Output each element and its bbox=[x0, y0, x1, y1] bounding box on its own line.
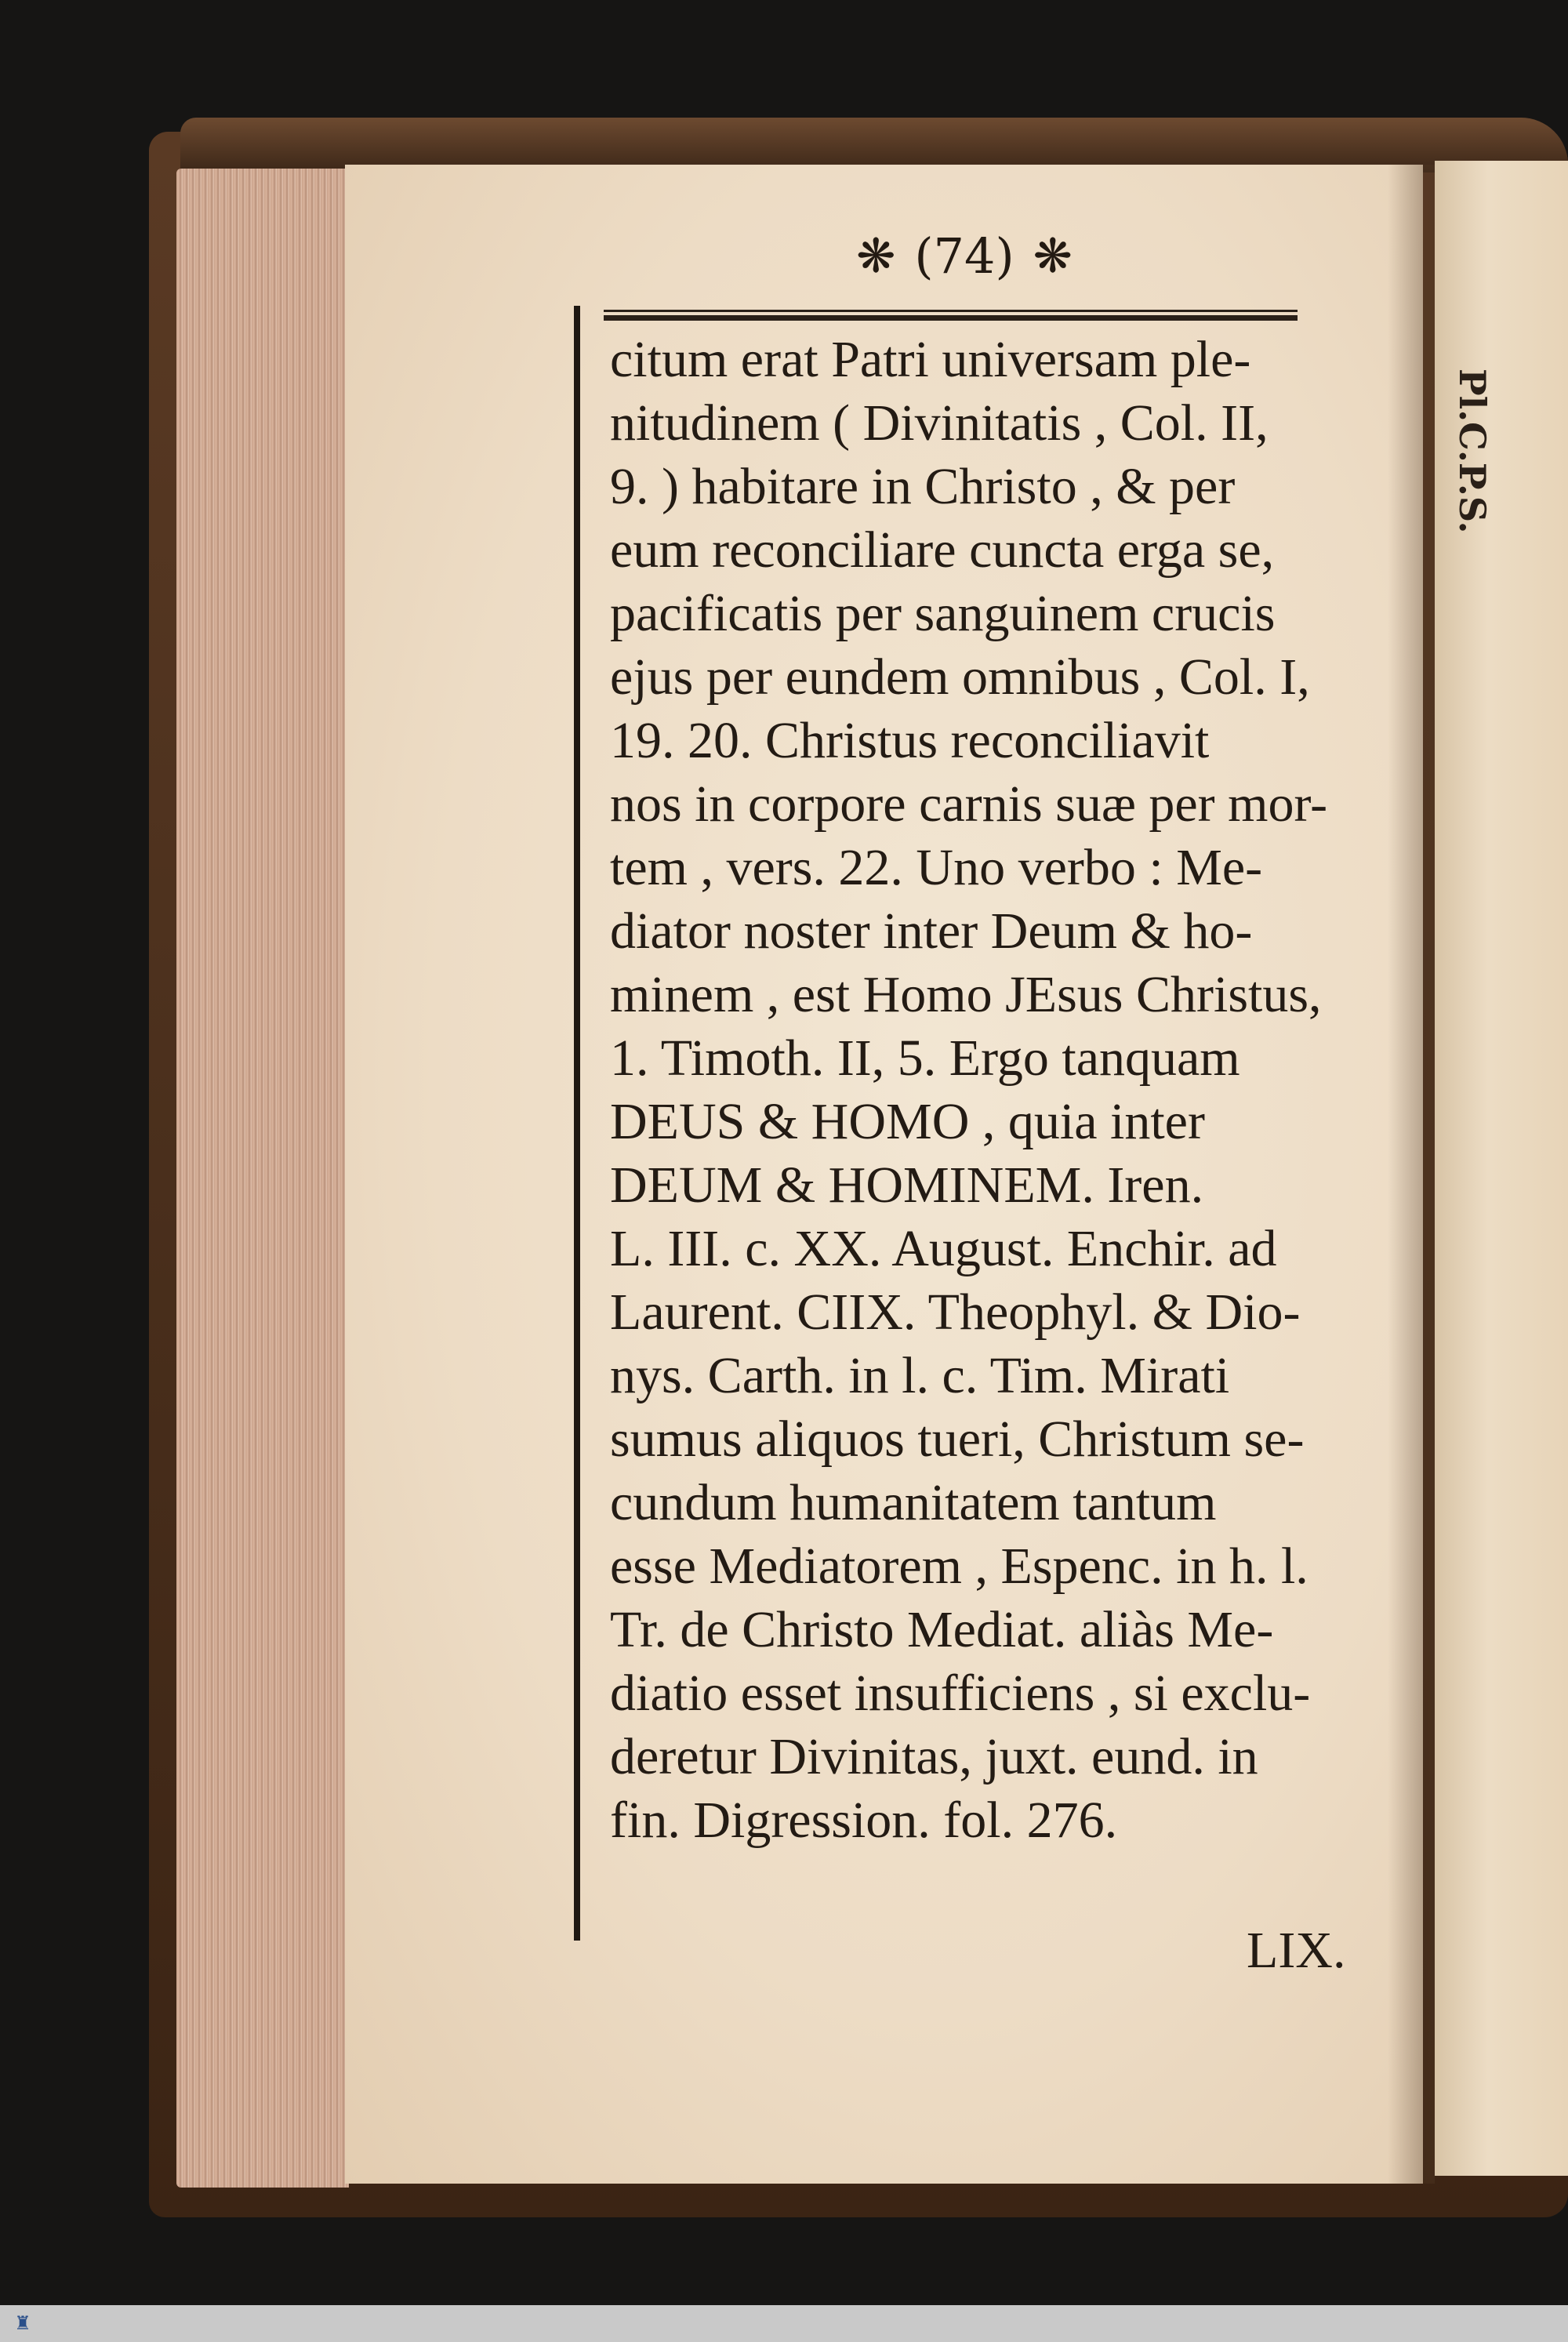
text-line: pacificatis per sanguinem crucis bbox=[610, 585, 1276, 642]
text-line: minem , est Homo JEsus Christus, bbox=[610, 966, 1322, 1023]
page-edges bbox=[176, 169, 349, 2188]
flower-ornament-icon: ❋ bbox=[1033, 228, 1073, 284]
text-line: nos in corpore carnis suæ per mor- bbox=[610, 775, 1328, 833]
text-line: 19. 20. Christus reconciliavit bbox=[610, 712, 1210, 769]
text-line: citum erat Patri universam ple- bbox=[610, 331, 1251, 388]
page-header bbox=[800, 227, 1129, 285]
viewer-footer bbox=[0, 2305, 1568, 2342]
facing-page-text: Pl.C.P.S. bbox=[1451, 369, 1494, 534]
text-line: diator noster inter Deum & ho- bbox=[610, 902, 1253, 960]
header-rule-thick bbox=[604, 315, 1298, 321]
text-line: diatio esset insufficiens , si exclu- bbox=[610, 1665, 1311, 1722]
text-line: Tr. de Christo Mediat. aliàs Me- bbox=[610, 1601, 1274, 1658]
text-line: L. III. c. XX. August. Enchir. ad bbox=[610, 1220, 1277, 1277]
catchword: LIX. bbox=[1247, 1922, 1346, 1979]
text-line: ejus per eundem omnibus , Col. I, bbox=[610, 648, 1310, 706]
text-line: nitudinem ( Divinitatis , Col. II, bbox=[610, 394, 1269, 452]
text-line: cundum humanitatem tantum bbox=[610, 1474, 1217, 1531]
text-line: DEUM & HOMINEM. Iren. bbox=[610, 1156, 1204, 1214]
text-line: DEUS & HOMO , quia inter bbox=[610, 1093, 1205, 1150]
text-line: Laurent. CIIX. Theophyl. & Dio- bbox=[610, 1284, 1301, 1341]
text-line: nys. Carth. in l. c. Tim. Mirati bbox=[610, 1347, 1230, 1404]
text-line: fin. Digression. fol. 276. bbox=[610, 1792, 1118, 1849]
gutter-shadow bbox=[1388, 165, 1435, 2184]
body-text bbox=[610, 328, 1328, 1852]
text-line: deretur Divinitas, juxt. eund. in bbox=[610, 1728, 1258, 1785]
text-line: sumus aliquos tueri, Christum se- bbox=[610, 1411, 1305, 1468]
page-number: (74) bbox=[914, 227, 1014, 285]
text-line: 1. Timoth. II, 5. Ergo tanquam bbox=[610, 1029, 1240, 1087]
text-line: 9. ) habitare in Christo , & per bbox=[610, 458, 1236, 515]
flower-ornament-icon: ❋ bbox=[856, 228, 896, 284]
text-line: eum reconciliare cuncta erga se, bbox=[610, 521, 1275, 579]
library-logo-icon: ♜ bbox=[14, 2312, 31, 2334]
text-line: esse Mediatorem , Espenc. in h. l. bbox=[610, 1538, 1308, 1595]
header-rule bbox=[604, 310, 1298, 312]
text-line: tem , vers. 22. Uno verbo : Me- bbox=[610, 839, 1263, 896]
margin-bar bbox=[574, 306, 580, 1941]
